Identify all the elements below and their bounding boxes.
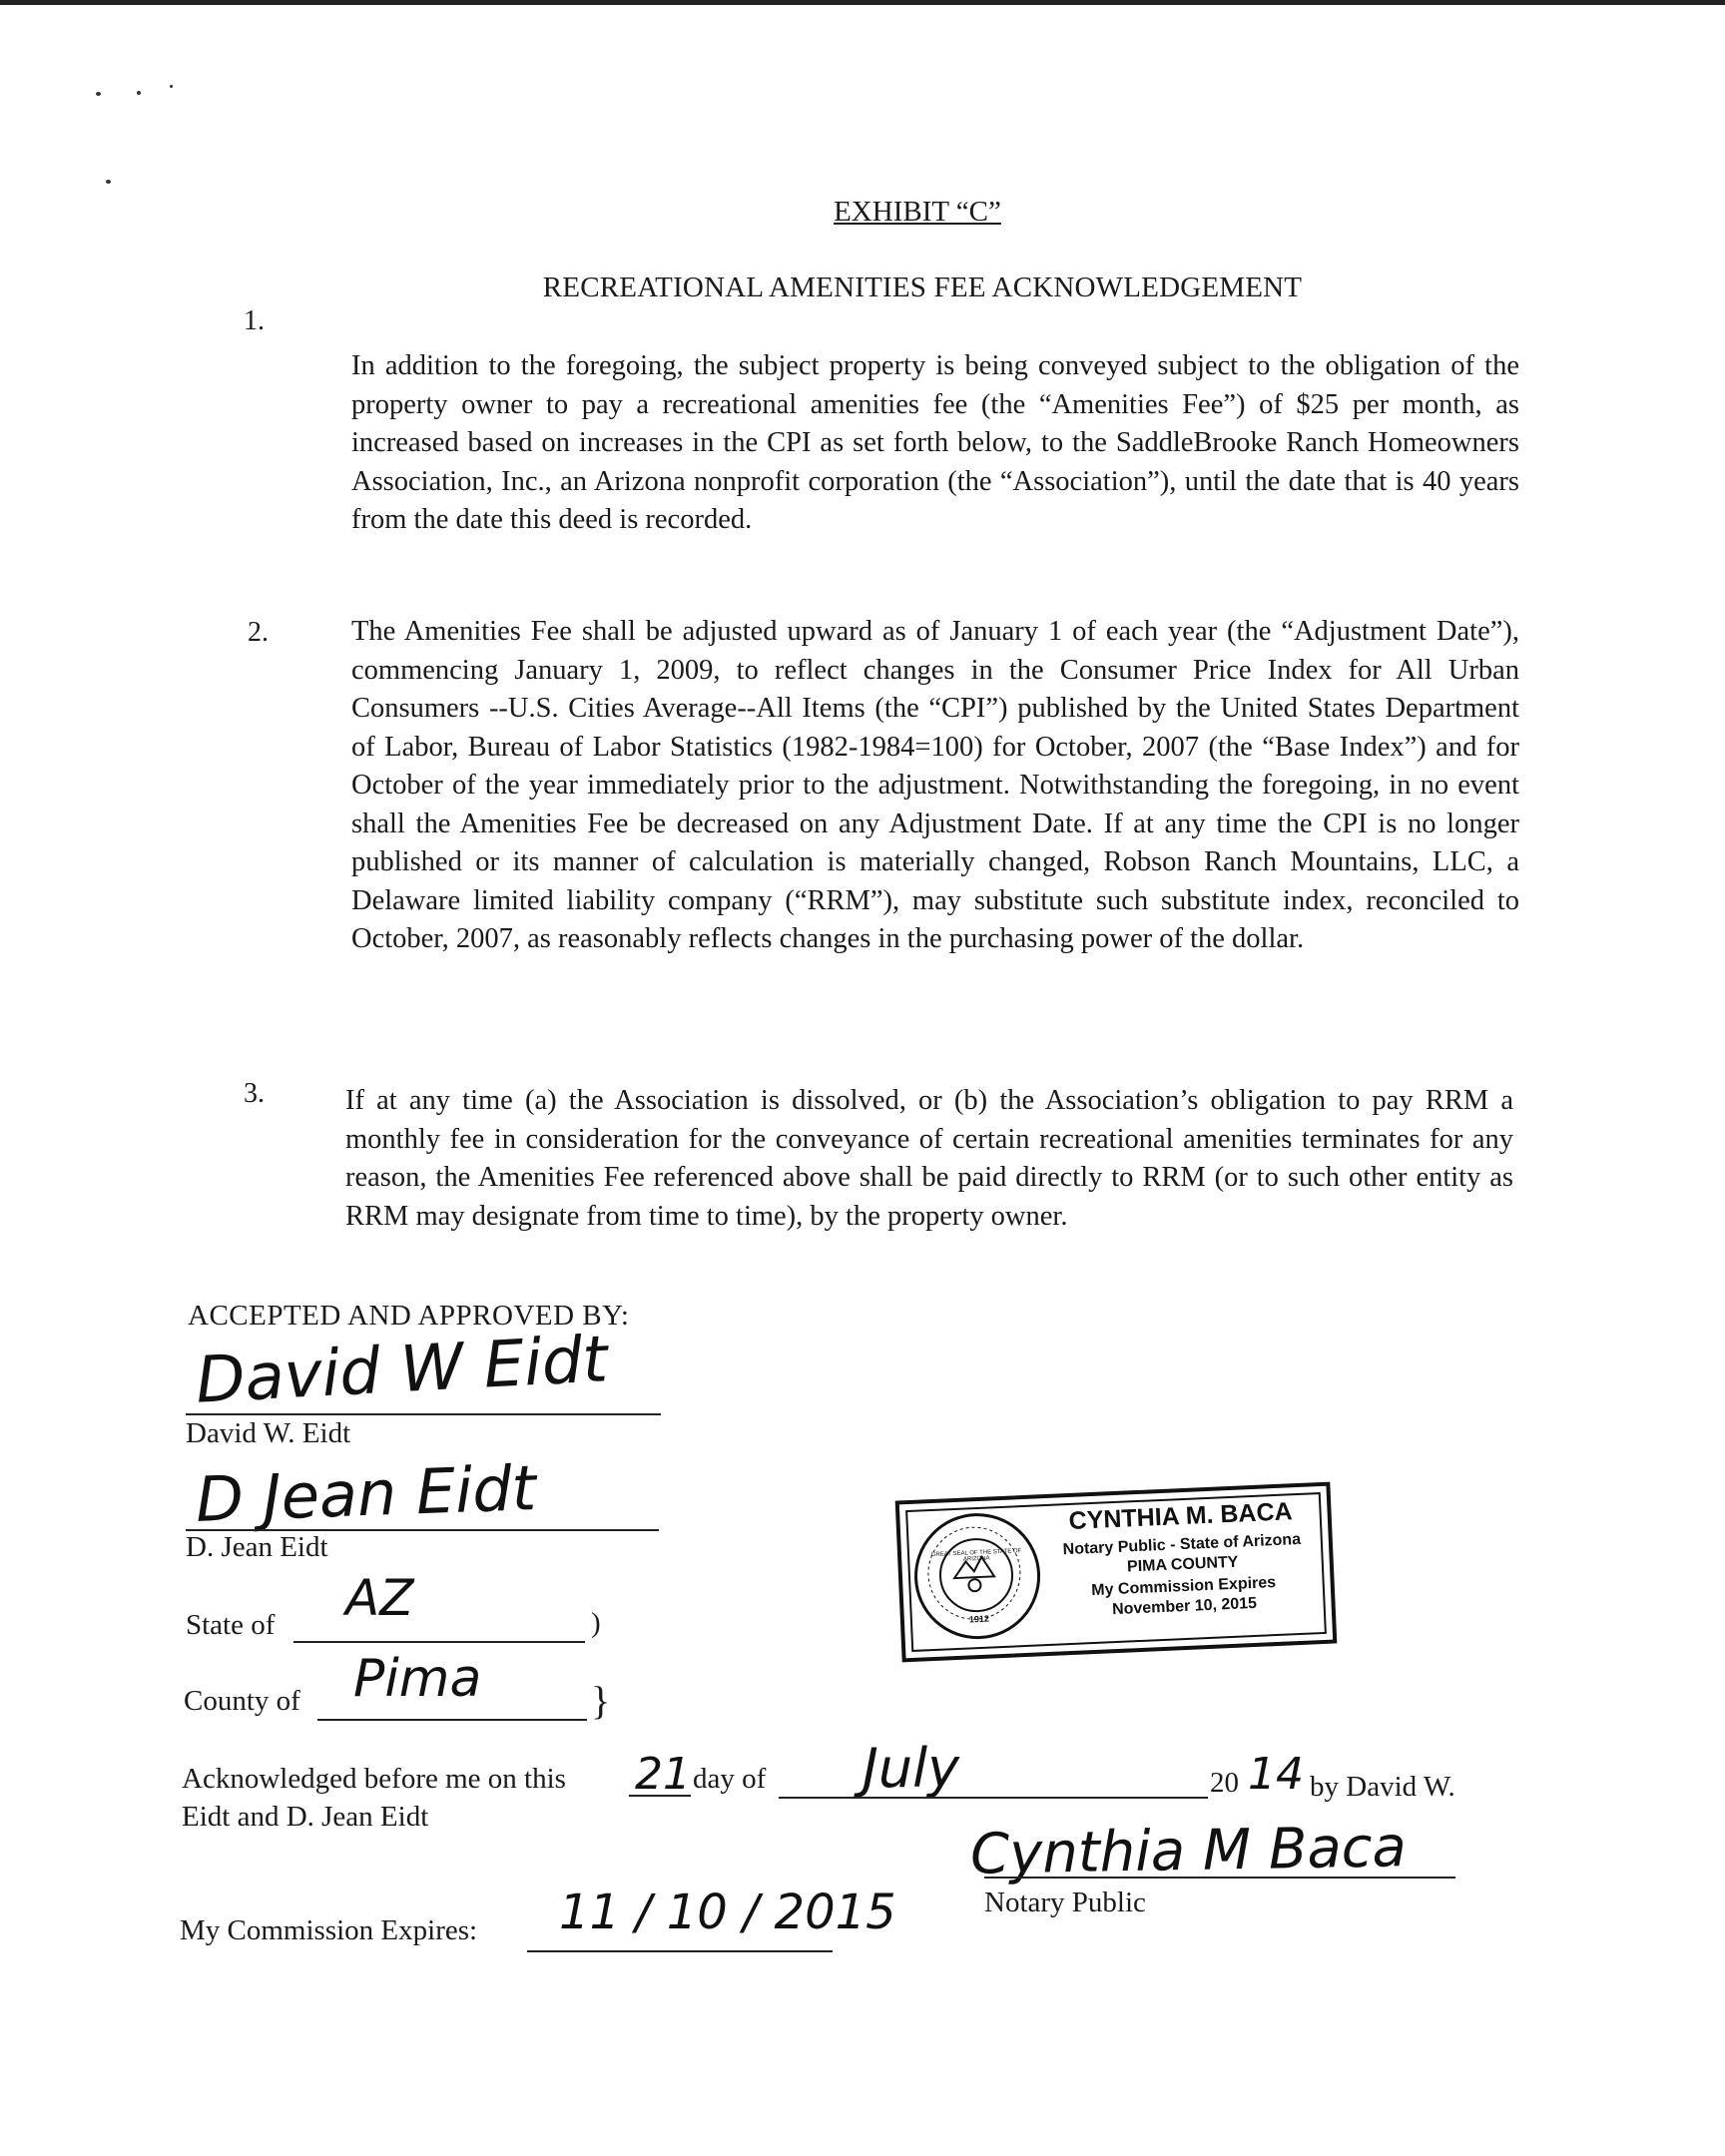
state-label: State of xyxy=(186,1609,276,1641)
ack-day-line xyxy=(629,1795,691,1797)
scan-speck xyxy=(170,85,173,88)
state-line xyxy=(293,1641,585,1643)
ack-day-value: 21 xyxy=(635,1749,691,1800)
exhibit-title: EXHIBIT “C” xyxy=(834,196,1001,228)
scan-speck xyxy=(96,92,101,96)
signer1-signature: David W Eidt xyxy=(194,1323,610,1418)
signer2-signature: D Jean Eidt xyxy=(194,1451,538,1536)
accepted-label: ACCEPTED AND APPROVED BY: xyxy=(188,1300,630,1332)
stamp-line2: PIMA COUNTY xyxy=(1126,1553,1239,1576)
item-number-1: 1. xyxy=(244,305,265,336)
signer1-name: David W. Eidt xyxy=(186,1417,351,1449)
notary-stamp xyxy=(895,1482,1338,1663)
stamp-name: CYNTHIA M. BACA xyxy=(1068,1497,1294,1536)
scan-top-edge xyxy=(0,0,1725,5)
ack-month-value: July xyxy=(862,1737,960,1800)
item-text-2: The Amenities Fee shall be adjusted upward as of January 1 of each year (the “Adjustment Date”), commencing January 1, 2009, to reflect changes in the Consumer Price Index for All Urban Consumers --U.S. Cities Average--All Items (the “CPI”) published by the United States Department of Labor, Bureau of Labor Statistics (1982-1984=100) for October, 2007 (the “Base Index”) and for October of the year immediately prior to the adjustment. Notwithstanding the foregoing, in no event shall the Amenities Fee be decreased on any Adjustment Date. If at any time the CPI is no longer published or its manner of calculation is materially changed, Robson Ranch Mountains, LLC, a Delaware limited liability company (“RRM”), may substitute such substitute index, reconciled to October, 2007, as reasonably reflects changes in the purchasing power of the dollar. xyxy=(351,616,1519,954)
notary-label: Notary Public xyxy=(984,1886,1146,1918)
commission-line xyxy=(527,1950,833,1952)
item-text-1: In addition to the foregoing, the subject property is being conveyed subject to the obligation of the property owner to pay a recreational amenities fee (the “Amenities Fee”) of $25 per month, as increased based on increases in the CPI as set forth below, to the SaddleBrooke Ranch Homeowners Association, Inc., an Arizona nonprofit corporation (the “Association”), until the date that is 40 years from the date this deed is recorded. xyxy=(351,350,1519,535)
stamp-line4: November 10, 2015 xyxy=(1111,1594,1258,1619)
ack-names: Eidt and D. Jean Eidt xyxy=(182,1801,429,1833)
county-value: Pima xyxy=(353,1649,482,1709)
seal-year: 1912 xyxy=(968,1613,990,1625)
commission-value: 11 / 10 / 2015 xyxy=(559,1885,896,1940)
county-line xyxy=(317,1719,587,1721)
stamp-line3: My Commission Expires xyxy=(1090,1574,1277,1600)
item-number-3: 3. xyxy=(244,1078,265,1109)
state-bracket: ) xyxy=(591,1607,601,1639)
scan-speck xyxy=(137,91,141,95)
county-bracket: } xyxy=(591,1678,611,1723)
commission-label: My Commission Expires: xyxy=(180,1914,478,1946)
scan-speck xyxy=(106,180,111,184)
ack-day-label: day of xyxy=(693,1763,767,1795)
state-value: AZ xyxy=(345,1569,414,1627)
county-label: County of xyxy=(184,1685,300,1717)
ack-month-line xyxy=(779,1797,1208,1799)
notary-line xyxy=(984,1877,1455,1879)
seal-text: GREAT SEAL OF THE STATE OF ARIZONA xyxy=(930,1548,1022,1563)
item-text-3: If at any time (a) the Association is dissolved, or (b) the Association’s obligation to pay RRM a monthly fee in consideration for the conveyance of certain recreational amenities terminates for any reason, the Amenities Fee referenced above shall be paid directly to RRM (or to such other entity as RRM may designate from time to time), by the property owner. xyxy=(345,1085,1513,1232)
ack-year-value: 14 xyxy=(1248,1749,1304,1800)
signer2-name: D. Jean Eidt xyxy=(186,1531,328,1563)
stamp-line1: Notary Public - State of Arizona xyxy=(1062,1530,1302,1559)
signer1-line xyxy=(186,1413,661,1415)
ack-by-text: by David W. xyxy=(1310,1771,1455,1803)
ack-prefix: Acknowledged before me on this xyxy=(182,1763,566,1795)
ack-year-prefix: 20 xyxy=(1210,1767,1239,1799)
arizona-seal-icon xyxy=(911,1510,1042,1641)
notary-signature: Cynthia M Baca xyxy=(969,1815,1408,1887)
document-title: RECREATIONAL AMENITIES FEE ACKNOWLEDGEMENT xyxy=(542,271,1303,303)
item-number-2: 2. xyxy=(248,617,269,648)
